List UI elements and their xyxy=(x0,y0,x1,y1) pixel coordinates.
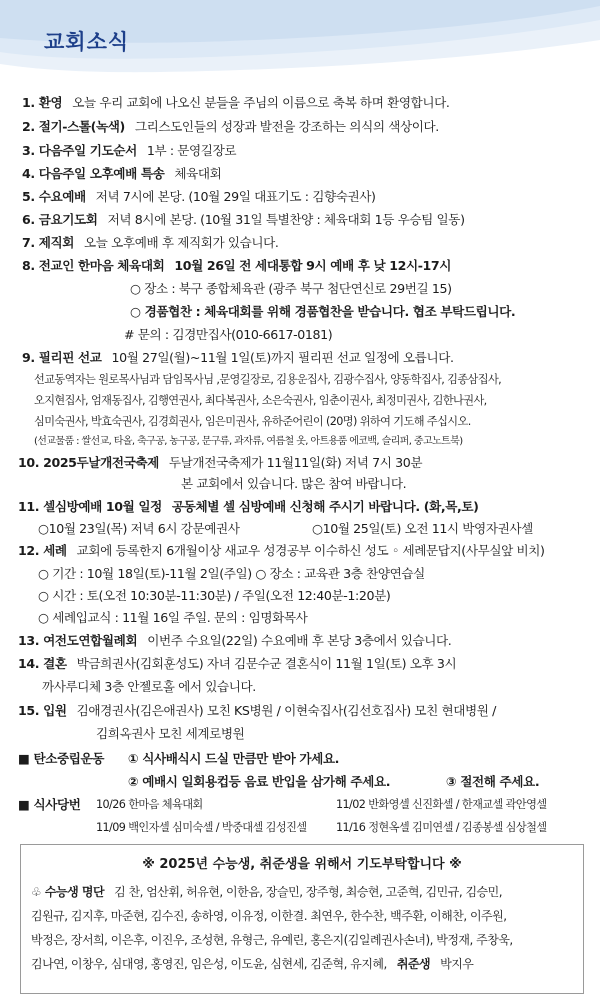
notice-1 xyxy=(22,94,450,112)
notice-2 xyxy=(22,118,439,136)
notice-text: 오늘 오후예배 후 제직회가 있습니다. xyxy=(84,235,279,250)
notice-text: 10월 27일(월)~11월 1일(토)까지 필리핀 선교 일정에 오릅니다. xyxy=(111,350,454,365)
notice-15 xyxy=(18,702,496,720)
notice-9 xyxy=(22,349,454,367)
meal-duty-label: ■ 식사당번 xyxy=(18,797,81,812)
notice-9-line: 선교동역자는 원로목사님과 담임목사님 ,문영길장로, 김용운집사, 김광수집사, 양동학집사, 김종삼집사, xyxy=(34,373,502,386)
notice-7 xyxy=(22,234,279,252)
meal-duty-entry: 10/26 한마음 체육대회 xyxy=(96,798,203,811)
notice-text: 10월 26일 전 세대통합 9시 예배 후 낮 12시-17시 xyxy=(174,258,452,273)
notice-text: 두날개전국축제가 11월11일(화) 저녁 7시 30분 xyxy=(168,455,423,470)
notice-12-line: ○ 시간 : 토(오전 10:30분-11:30분) / 주일(오전 12:40분-1:20분) xyxy=(38,588,391,603)
notice-text: 이번주 수요일(22일) 수요예배 후 본당 3층에서 있습니다. xyxy=(147,633,452,648)
notice-12-line: ○ 세례입교식 : 11월 16일 주일. 문의 : 임명화목사 xyxy=(38,610,308,625)
notice-label: 7. 제직회 xyxy=(22,235,75,250)
notice-9-line: (선교물품 : 쌀선교, 타올, 축구공, 농구공, 문구류, 과자류, 여름철 옷, 아트용품 에코백, 슬리퍼, 중고노트북) xyxy=(34,436,463,447)
notice-4 xyxy=(22,165,221,183)
notice-text: 저녁 8시에 본당. (10월 31일 특별찬양 : 체육대회 1등 우승팀 일동) xyxy=(107,212,465,227)
student-names: 김나연, 이창우, 심대영, 홍영진, 임은성, 이도윤, 심현세, 김준혁, 유지혜, xyxy=(31,957,387,971)
notice-12 xyxy=(18,542,545,560)
notice-10 xyxy=(18,454,422,472)
carbon-label: ■ 탄소중립운동 xyxy=(18,751,105,766)
prayer-box-title: ※ 2025년 수능생, 취준생을 위해서 기도부탁합니다 ※ xyxy=(142,857,462,872)
notice-label: 4. 다음주일 오후예배 특송 xyxy=(22,166,165,181)
student-list-line xyxy=(31,955,473,973)
meal-duty-entry: 11/16 정현옥셀 김미연셀 / 김종봉셀 심상철셀 xyxy=(336,821,547,834)
notice-text: 그리스도인들의 성장과 발전을 강조하는 의식의 색상이다. xyxy=(134,119,439,134)
notice-9-line: 심미숙권사, 박효숙권사, 김경희권사, 임은미권사, 유하준어린이 (20명) 위하여 기도해 주십시오. xyxy=(34,415,471,428)
student-names: 김원규, 김지후, 마준현, 김수진, 송하영, 이유정, 이한결. 최연우, 한수찬, 백주환, 이해찬, 이주원, xyxy=(31,909,507,923)
notice-text: 공동체별 셀 심방예배 신청해 주시기 바랍니다. (화,목,토) xyxy=(171,499,479,514)
notice-label: 15. 입원 xyxy=(18,703,67,718)
notice-11-b: ○10월 25일(토) 오전 11시 박영자권사셀 xyxy=(312,521,533,536)
notice-label: 2. 절기-스톨(녹색) xyxy=(22,119,125,134)
notice-label: 5. 수요예배 xyxy=(22,189,86,204)
meal-duty-entry: 11/09 백인자셀 심미숙셀 / 박중대셀 김성진셀 xyxy=(96,821,307,834)
notice-label: 1. 환영 xyxy=(22,95,63,110)
notice-6 xyxy=(22,211,465,229)
notice-14 xyxy=(18,655,456,673)
notice-13 xyxy=(18,632,451,650)
prayer-request-box xyxy=(20,844,584,994)
notice-label: 11. 셀심방예배 10월 일정 xyxy=(18,499,162,514)
notice-label: 9. 필리핀 선교 xyxy=(22,350,102,365)
notice-9-line: 오지현집사, 엄재동집사, 김행연권사, 최다복권사, 소은숙권사, 임춘이권사, 최정미권사, 김한나권사, xyxy=(34,394,487,407)
notice-label: 6. 금요기도회 xyxy=(22,212,98,227)
notice-text: 저녁 7시에 본당. (10월 29일 대표기도 : 김향숙권사) xyxy=(95,189,376,204)
notice-label: 14. 결혼 xyxy=(18,656,67,671)
notice-11-a: ○10월 23일(목) 저녁 6시 강문예권사 xyxy=(38,521,240,536)
notice-15-line: 김희옥권사 모친 세계로병원 xyxy=(96,726,245,741)
notice-14-line: 까사루디체 3층 안젤로홀 에서 있습니다. xyxy=(42,679,256,694)
notice-12-line: ○ 기간 : 10월 18일(토)-11월 2일(주일) ○ 장소 : 교육관 3층 찬양연습실 xyxy=(38,566,425,581)
carbon-line-2b: ③ 절전해 주세요. xyxy=(446,774,540,789)
student-list-label: ♧ 수능생 명단 xyxy=(31,885,105,899)
notice-label: 8. 전교인 한마음 체육대회 xyxy=(22,258,165,273)
page-title: 교회소식 xyxy=(44,30,130,54)
meal-duty-entry: 11/02 반화영셀 신진화셀 / 한재교셀 곽안영셀 xyxy=(336,798,547,811)
notice-text: 김애경권사(김은애권사) 모친 KS병원 / 이현숙집사(김선호집사) 모친 현대병원 / xyxy=(76,703,497,718)
notice-10-line: 본 교회에서 있습니다. 많은 참여 바랍니다. xyxy=(181,476,407,491)
student-names: 박정은, 장서희, 이은후, 이진우, 조성현, 유형근, 유예린, 홍은지(김일례권사손녀), 박정재, 주창욱, xyxy=(31,933,513,947)
notice-label: 13. 여전도연합월례회 xyxy=(18,633,138,648)
notice-text: 교회에 등록한지 6개월이상 새교우 성경공부 이수하신 성도 ◦ 세례문답지(사무실앞 비치) xyxy=(76,543,545,558)
header-banner xyxy=(0,0,600,90)
notice-8-contact: # 문의 : 김경만집사(010-6617-0181) xyxy=(124,327,333,342)
notice-text: 오늘 우리 교회에 나오신 분들을 주님의 이름으로 축복 하며 환영합니다. xyxy=(72,95,450,110)
job-seeker-label: 취준생 xyxy=(396,957,431,971)
notice-text: 박금희권사(김회훈성도) 자녀 김문수군 결혼식이 11월 1일(토) 오후 3시 xyxy=(76,656,457,671)
job-seeker-names: 박지우 xyxy=(440,957,474,971)
notice-11 xyxy=(18,498,479,516)
student-list-line xyxy=(31,883,502,901)
notice-8-support: ○ 경품협찬 : 체육대회를 위해 경품협찬을 받습니다. 협조 부탁드립니다. xyxy=(130,304,516,319)
notice-5 xyxy=(22,188,376,206)
notice-text: 1부 : 문영길장로 xyxy=(146,143,237,158)
notice-text: 체육대회 xyxy=(174,166,222,181)
notice-8-place: ○ 장소 : 북구 종합체육관 (광주 북구 첨단연신로 29번길 15) xyxy=(130,281,452,296)
notice-3 xyxy=(22,142,236,160)
student-names: 김 찬, 엄산휘, 허유현, 이한음, 장슬민, 장주형, 최승현, 고준혁, 김민규, 김승민, xyxy=(114,885,503,899)
notice-label: 12. 세례 xyxy=(18,543,67,558)
notice-8 xyxy=(22,257,451,275)
carbon-line-1: ① 식사배식시 드실 만큼만 받아 가세요. xyxy=(128,751,340,766)
notice-label: 10. 2025두날개전국축제 xyxy=(18,455,159,470)
notice-label: 3. 다음주일 기도순서 xyxy=(22,143,137,158)
carbon-line-2a: ② 예배시 일회용컵등 음료 반입을 삼가해 주세요. xyxy=(128,774,391,789)
